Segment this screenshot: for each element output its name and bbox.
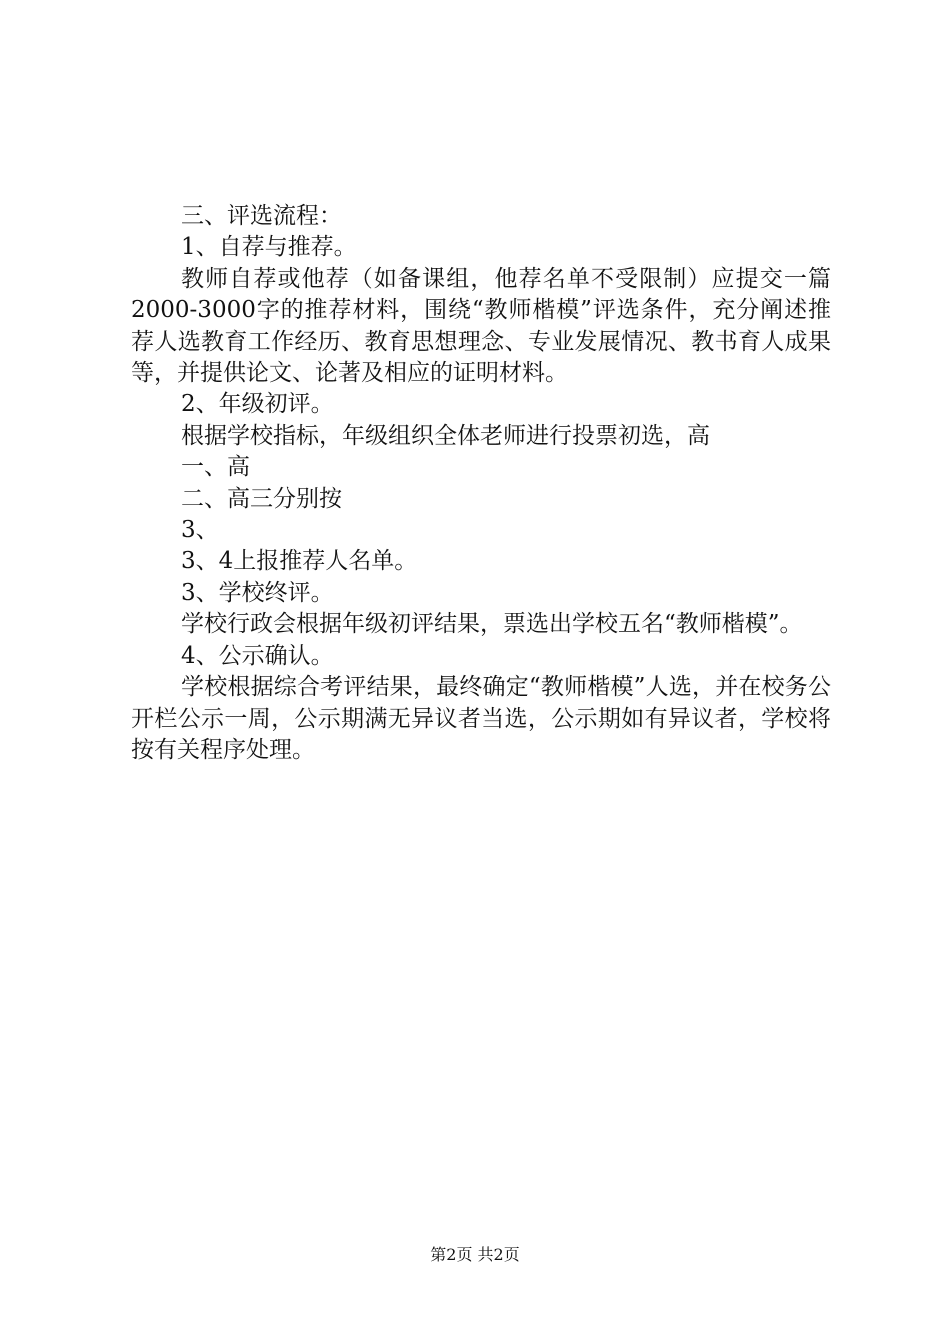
section-heading: 三、评选流程： [181,203,342,229]
paragraph: 二、高三分别按 [181,485,342,512]
paragraph: 3、 [181,517,219,544]
paragraph: 根据学校指标，年级组织全体老师进行投票初选，高 [181,422,710,449]
paragraph: 学校行政会根据年级初评结果，票选出学校五名“教师楷模”。 [181,611,803,638]
paragraph: 3、4上报推荐人名单。 [181,548,418,575]
page-footer: 第2页 共2页 [430,1245,520,1264]
paragraph: 教师自荐或他荐（如备课组，他荐名单不受限制）应提交一篇2000-3000字的推荐材料，围绕“教师楷模”评选条件，充分阐述推荐人选教育工作经历、教育思想理念、专业发展情况、教书育人成果等，并提供论文、论著及相应的证明材料。 [131,265,831,387]
step-heading: 3、学校终评。 [181,579,334,606]
paragraph: 学校根据综合考评结果，最终确定“教师楷模”人选，并在校务公开栏公示一周，公示期满无异议者当选，公示期如有异议者，学校将按有关程序处理。 [131,674,831,763]
step-heading: 1、自荐与推荐。 [181,234,357,261]
step-heading: 4、公示确认。 [181,642,334,669]
paragraph: 一、高 [181,454,250,481]
document-body [131,201,831,766]
step-heading: 2、年级初评。 [181,391,334,418]
